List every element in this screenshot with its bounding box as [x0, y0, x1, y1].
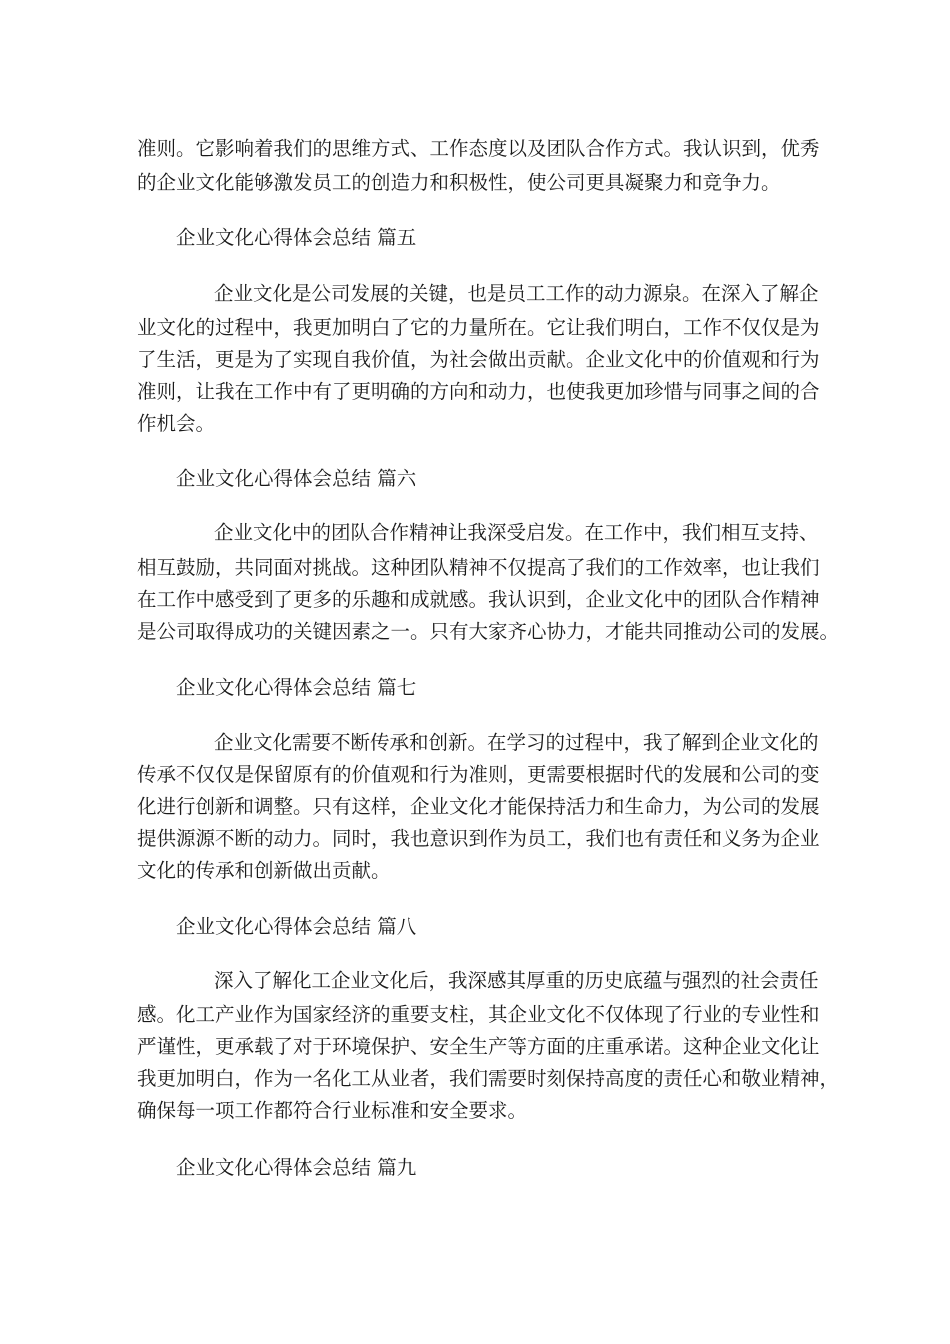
paragraph-line: 准则。它影响着我们的思维方式、工作态度以及团队合作方式。我认识到，优秀 [137, 137, 820, 160]
paragraph-line: 化进行创新和调整。只有这样，企业文化才能保持活力和生命力，为公司的发展 [137, 795, 820, 818]
paragraph-line: 我更加明白，作为一名化工从业者，我们需要时刻保持高度的责任心和敬业精神， [137, 1067, 840, 1090]
paragraph-line: 严谨性，更承载了对于环境保护、安全生产等方面的庄重承诺。这种企业文化让 [137, 1035, 820, 1058]
section-heading-8: 企业文化心得体会总结 篇八 [176, 915, 417, 938]
paragraph-line: 企业文化需要不断传承和创新。在学习的过程中，我了解到企业文化的 [214, 731, 819, 754]
paragraph-line: 深入了解化工企业文化后，我深感其厚重的历史底蕴与强烈的社会责任 [214, 969, 819, 992]
paragraph-line: 是公司取得成功的关键因素之一。只有大家齐心协力，才能共同推动公司的发展。 [137, 620, 840, 643]
paragraph-line: 确保每一项工作都符合行业标准和安全要求。 [137, 1099, 528, 1122]
paragraph-line: 提供源源不断的动力。同时，我也意识到作为员工，我们也有责任和义务为企业 [137, 827, 820, 850]
section-heading-7: 企业文化心得体会总结 篇七 [176, 676, 417, 699]
paragraph-line: 企业文化中的团队合作精神让我深受启发。在工作中，我们相互支持、 [214, 521, 819, 544]
section-heading-5: 企业文化心得体会总结 篇五 [176, 226, 417, 249]
paragraph-line: 作机会。 [137, 412, 216, 435]
paragraph-line: 文化的传承和创新做出贡献。 [137, 859, 391, 882]
paragraph-line: 相互鼓励，共同面对挑战。这种团队精神不仅提高了我们的工作效率，也让我们 [137, 556, 820, 579]
paragraph-line: 企业文化是公司发展的关键，也是员工工作的动力源泉。在深入了解企 [214, 282, 819, 305]
paragraph-line: 传承不仅仅是保留原有的价值观和行为准则，更需要根据时代的发展和公司的变 [137, 763, 820, 786]
paragraph-line: 在工作中感受到了更多的乐趣和成就感。我认识到，企业文化中的团队合作精神 [137, 588, 820, 611]
paragraph-line: 准则，让我在工作中有了更明确的方向和动力，也使我更加珍惜与同事之间的合 [137, 380, 820, 403]
paragraph-line: 的企业文化能够激发员工的创造力和积极性，使公司更具凝聚力和竞争力。 [137, 171, 781, 194]
paragraph-line: 了生活，更是为了实现自我价值，为社会做出贡献。企业文化中的价值观和行为 [137, 348, 820, 371]
section-heading-9: 企业文化心得体会总结 篇九 [176, 1156, 417, 1179]
section-heading-6: 企业文化心得体会总结 篇六 [176, 467, 417, 490]
paragraph-line: 业文化的过程中，我更加明白了它的力量所在。它让我们明白，工作不仅仅是为 [137, 316, 820, 339]
paragraph-line: 感。化工产业作为国家经济的重要支柱，其企业文化不仅体现了行业的专业性和 [137, 1003, 820, 1026]
